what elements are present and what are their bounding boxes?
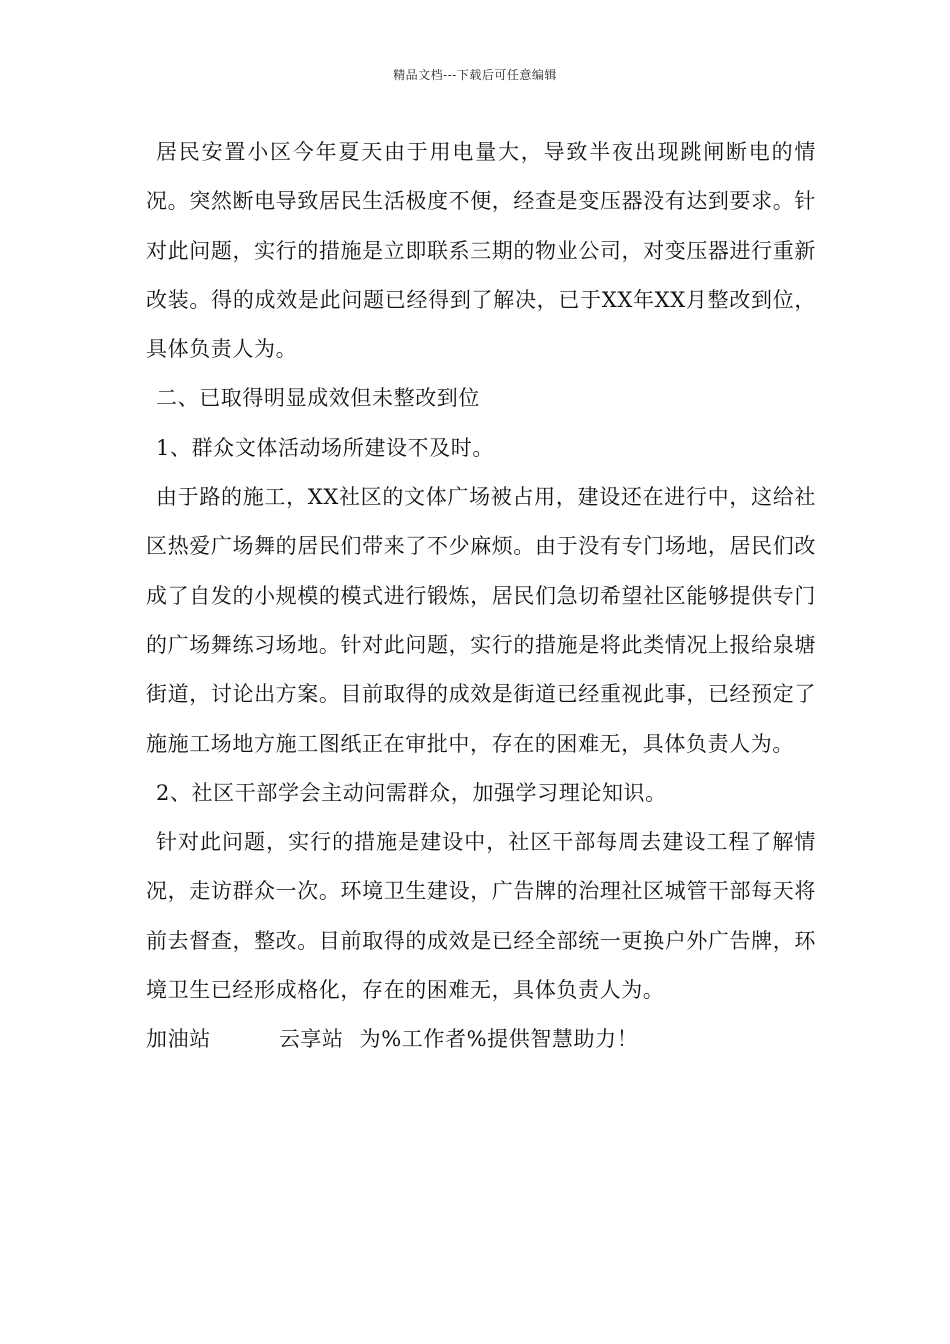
- item-heading-one: 1、群众文体活动场所建设不及时。: [156, 435, 494, 460]
- footer-part-3: 为%工作者%提供智慧助力！: [359, 1027, 639, 1052]
- footer-part-1: 加油站: [146, 1027, 211, 1052]
- paragraph-plaza: 由于路的施工，XX社区的文体广场被占用，建设还在进行中，这给社区热爱广场舞的居民们带来了不少麻烦。由于没有专门场地，居民们改成了自发的小规模的模式进行锻炼，居民们急切希望社区能够提供专门的广场舞练习场地。针对此问题，实行的措施是将此类情况上报给泉塘街道，讨论出方案。目前取得的成效是街道已经重视此事，已经预定了施施工场地方施工图纸正在审批中，存在的困难无，具体负责人为。: [146, 485, 816, 756]
- footer-slogan: [146, 1015, 816, 1064]
- paragraph-cadres: 针对此问题，实行的措施是建设中，社区干部每周去建设工程了解情况，走访群众一次。环境卫生建设，广告牌的治理社区城管干部每天将前去督查，整改。目前取得的成效是已经全部统一更换户外广告牌，环境卫生已经形成格化，存在的困难无，具体负责人为。: [146, 830, 816, 1003]
- page-header: 精品文档---下载后可任意编辑: [393, 68, 557, 82]
- paragraph-power-outage: 居民安置小区今年夏天由于用电量大，导致半夜出现跳闸断电的情况。突然断电导致居民生活极度不便，经查是变压器没有达到要求。针对此问题，实行的措施是立即联系三期的物业公司，对变压器进行重新改装。得的成效是此问题已经得到了解决，已于XX年XX月整改到位，具体负责人为。: [146, 140, 816, 362]
- document-body: [146, 128, 816, 1065]
- section-heading-two: 二、已取得明显成效但未整改到位: [156, 386, 480, 411]
- footer-part-2: 云享站: [278, 1027, 344, 1052]
- item-heading-two: 2、社区干部学会主动问需群众，加强学习理论知识。: [156, 780, 667, 805]
